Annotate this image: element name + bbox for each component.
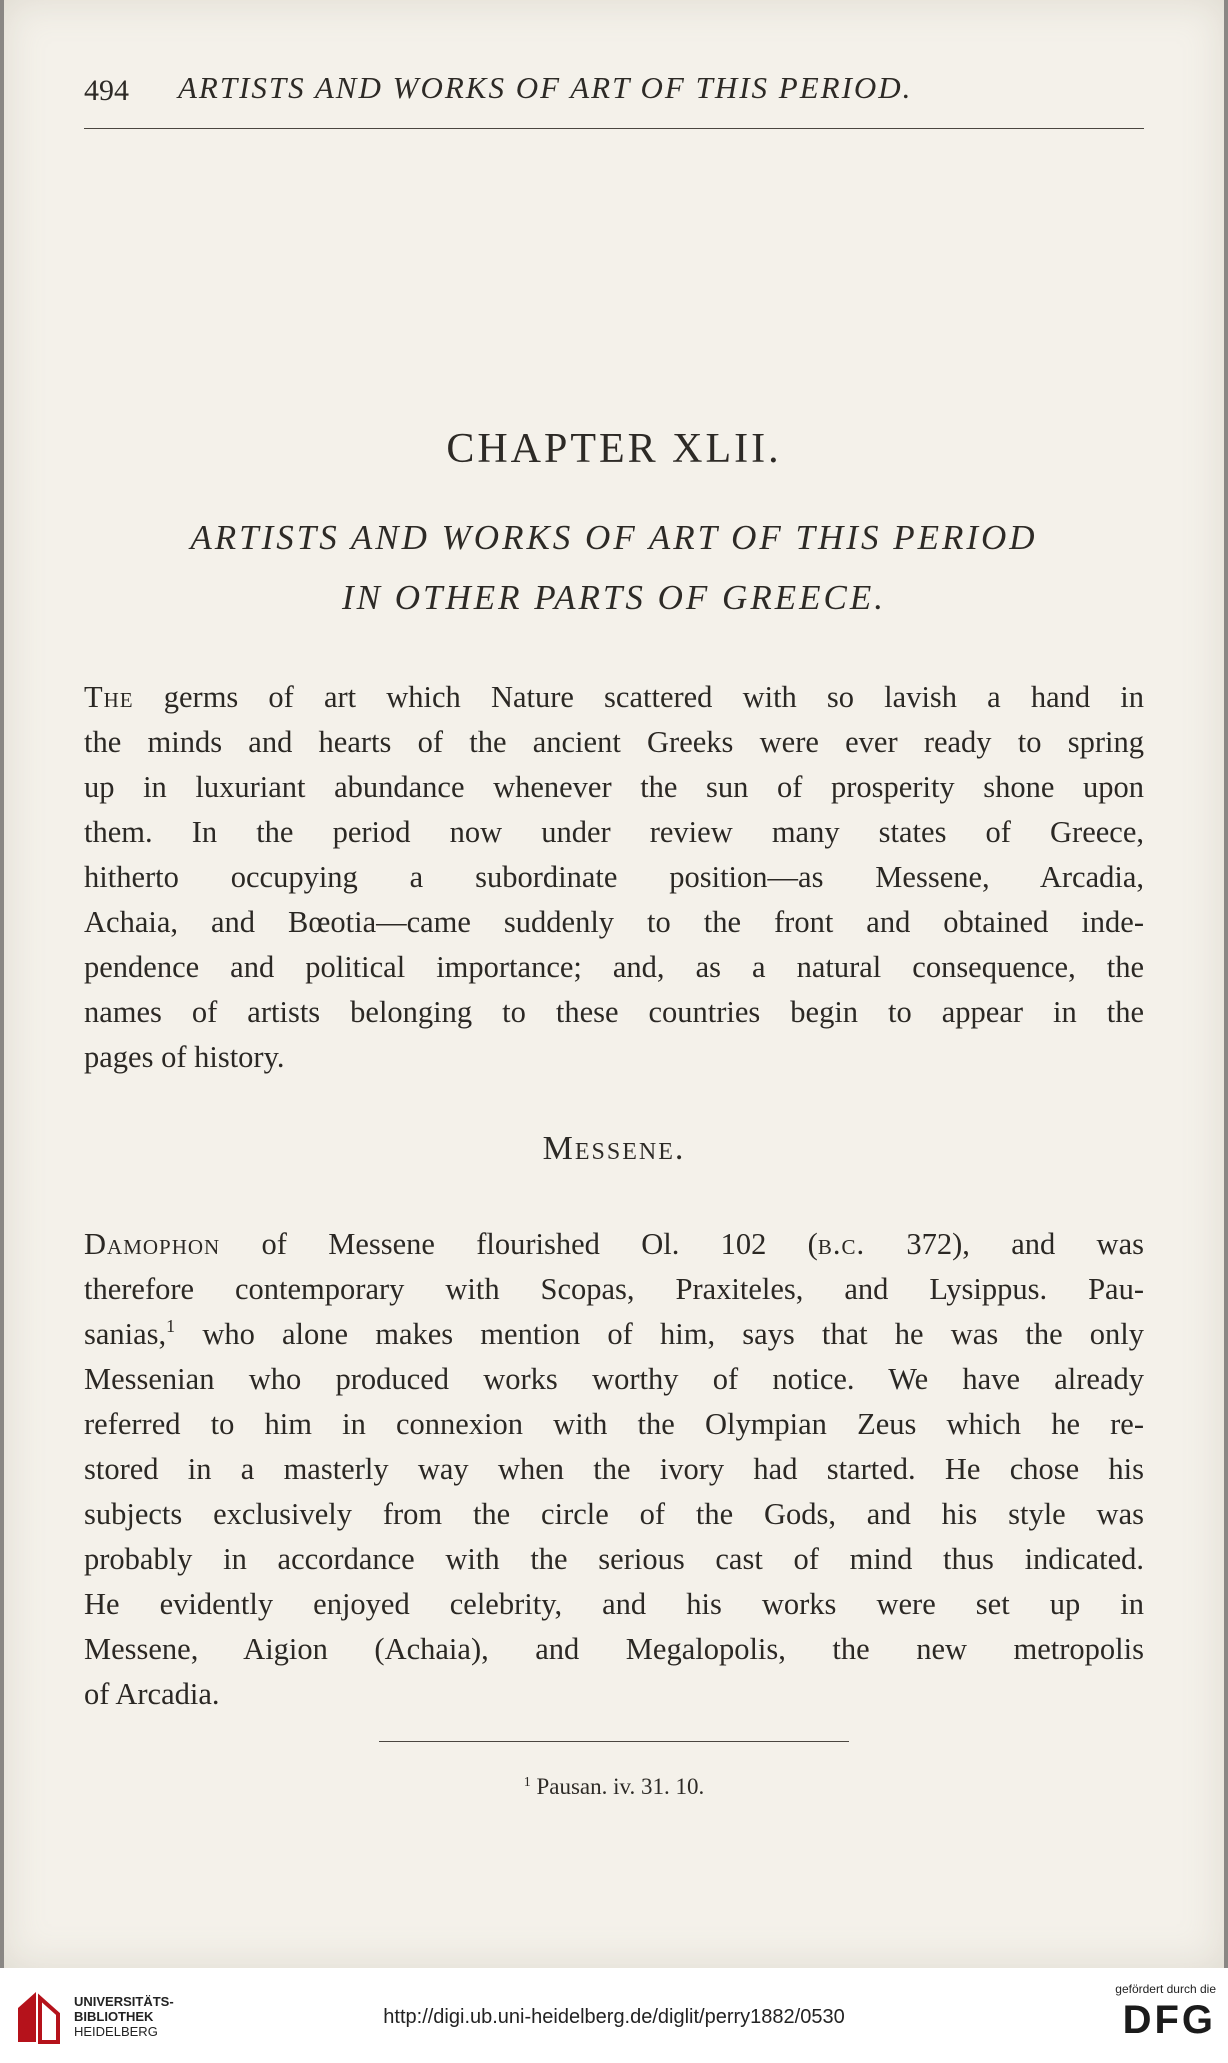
page-number: 494 [84, 74, 129, 107]
section-heading: Messene. [542, 1130, 686, 1167]
paragraph-line: pendence and political importance; and, as a natural consequence, the [84, 950, 1144, 984]
paragraph-line: Messene, Aigion (Achaia), and Megalopolis, the new metropolis [84, 1632, 1144, 1666]
paragraph-line: subjects exclusively from the circle of the Gods, and his style was [84, 1497, 1144, 1531]
footnote-number: 1 [523, 1775, 531, 1790]
artist-name: Damophon [84, 1227, 221, 1261]
paragraph-line: stored in a masterly way when the ivory had started. He chose his [84, 1452, 1144, 1486]
running-head [84, 70, 1144, 120]
paragraph-line: referred to him in connexion with the Olympian Zeus which he re- [84, 1407, 1144, 1441]
library-name: UNIVERSITÄTS- BIBLIOTHEK HEIDELBERG [74, 1994, 174, 2039]
scanned-page [4, 0, 1224, 1968]
paragraph-line: the minds and hearts of the ancient Greeks were ever ready to spring [84, 725, 1144, 759]
paragraph-line: He evidently enjoyed celebrity, and his works were set up in [84, 1587, 1144, 1621]
paragraph-line: names of artists belonging to these countries begin to appear in the [84, 995, 1144, 1029]
paragraph-2 [84, 1222, 1144, 1717]
sponsor [1066, 1982, 1216, 2044]
sponsor-label: gefördert durch die [1115, 1982, 1216, 1996]
paragraph-line: Achaia, and Bœotia—came suddenly to the front and obtained inde- [84, 905, 1144, 939]
paragraph-1 [84, 675, 1144, 1080]
running-title: ARTISTS AND WORKS OF ART OF THIS PERIOD. [178, 70, 913, 105]
header-rule [84, 128, 1144, 129]
footnote-text: Pausan. iv. 31. 10. [530, 1774, 705, 1799]
source-url-link[interactable]: http://digi.ub.uni-heidelberg.de/diglit/perry1882/0530 [383, 2006, 845, 2028]
footnote-marker: 1 [166, 1316, 176, 1336]
chapter-number: CHAPTER XLII. [446, 426, 782, 472]
paragraph-line: sanias,$^1$ who alone makes mention of him, says that he was the only [84, 1316, 1144, 1351]
paragraph-line: Damophon of Messene flourished Ol. 102 (b.c. 372), and was [84, 1227, 1144, 1261]
footnote [4, 1774, 1224, 1800]
chapter-title-line-1: ARTISTS AND WORKS OF ART OF THIS PERIOD [190, 518, 1038, 557]
paragraph-line: pages of history. [84, 1040, 285, 1074]
paragraph-line: up in luxuriant abundance whenever the sun of prosperity shone upon [84, 770, 1144, 804]
paragraph-line: Messenian who produced works worthy of notice. We have already [84, 1362, 1144, 1396]
paragraph-line: probably in accordance with the serious cast of mind thus indicated. [84, 1542, 1144, 1576]
paragraph-line: of Arcadia. [84, 1677, 220, 1711]
paragraph-line: The germs of art which Nature scattered with so lavish a hand in [84, 680, 1144, 714]
chapter-title-line-2: IN OTHER PARTS OF GREECE. [342, 578, 886, 617]
paragraph-line: therefore contemporary with Scopas, Praxiteles, and Lysippus. Pau- [84, 1272, 1144, 1306]
dfg-logo-icon[interactable]: DFG [1122, 1998, 1216, 2042]
paragraph-line: them. In the period now under review many states of Greece, [84, 815, 1144, 849]
footnote-rule [379, 1741, 849, 1742]
opening-word: The [84, 680, 134, 714]
paragraph-line: hitherto occupying a subordinate position—as Messene, Arcadia, [84, 860, 1144, 894]
viewer-footer [0, 1968, 1228, 2063]
